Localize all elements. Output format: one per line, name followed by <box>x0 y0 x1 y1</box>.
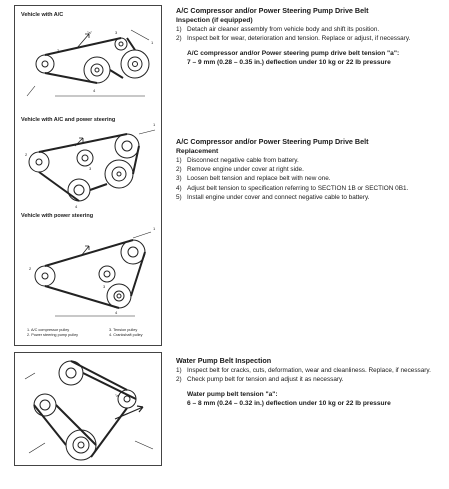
legend-col1 <box>27 328 78 338</box>
step-number: 4) <box>176 184 182 192</box>
step-text: Adjust belt tension to specification referring to SECTION 1B or SECTION 0B1. <box>187 184 409 192</box>
section1-subtitle: Inspection (if equipped) <box>176 16 253 24</box>
section-water-pump-belt <box>176 356 446 408</box>
section3-title: Water Pump Belt Inspection <box>176 356 272 365</box>
svg-text:2: 2 <box>29 266 32 271</box>
belt-diagram-panel <box>14 5 162 346</box>
list-item <box>176 25 446 34</box>
step-number: 3) <box>176 175 182 183</box>
legend-item-4: 4. Crankshaft pulley <box>109 333 143 337</box>
list-item <box>176 165 446 174</box>
section1-steps <box>176 25 446 43</box>
step-number: 1) <box>176 26 182 33</box>
label-vehicle-ac-ps: Vehicle with A/C and power steering <box>21 117 116 123</box>
diagram-ac <box>27 30 149 96</box>
legend-col2 <box>109 328 143 338</box>
section2-steps <box>176 156 446 202</box>
section1-title: A/C Compressor and/or Power Steering Pump Drive Belt <box>176 6 369 15</box>
legend-item-3: 3. Tension pulley <box>109 328 138 332</box>
step-number: 2) <box>176 166 182 174</box>
diagram-ps <box>35 232 151 316</box>
step-number: 2) <box>176 35 182 43</box>
list-item <box>176 156 446 165</box>
step-text: Install engine under cover and connect negative cable to battery. <box>187 193 370 201</box>
svg-text:1: 1 <box>153 226 156 231</box>
section3-spec-value: 6 – 8 mm (0.24 – 0.32 in.) deflection under 10 kg or 22 lb pressure <box>187 400 391 407</box>
section2-title: A/C Compressor and/or Power Steering Pump Drive Belt <box>176 137 369 146</box>
water-pump-belt-diagram <box>14 352 162 466</box>
list-item <box>176 366 446 375</box>
svg-text:1: 1 <box>153 122 156 127</box>
step-number: 5) <box>176 193 182 201</box>
step-number: 1) <box>176 366 182 374</box>
svg-text:2: 2 <box>25 152 28 157</box>
legend-item-2: 2. Power steering pump pulley <box>27 333 79 337</box>
svg-text:3: 3 <box>103 284 106 289</box>
svg-text:2: 2 <box>57 48 60 53</box>
list-item <box>176 375 446 384</box>
svg-text:3: 3 <box>115 30 118 35</box>
svg-text:3: 3 <box>89 166 92 171</box>
list-item <box>176 193 446 202</box>
svg-text:1: 1 <box>151 40 154 45</box>
callout-a-bottom: "a" <box>115 393 121 398</box>
list-item <box>176 174 446 183</box>
list-item <box>176 184 446 193</box>
section1-spec-title: A/C compressor and/or Power steering pump drive belt tension "a": <box>187 50 400 58</box>
step-text: Loosen belt tension and replace belt with new one. <box>187 175 331 183</box>
label-vehicle-ps: Vehicle with power steering <box>21 213 94 219</box>
step-text: Detach air cleaner assembly from vehicle body and shift its position. <box>187 26 380 33</box>
step-text: Inspect belt for wear, deterioration and tension. Replace or adjust, if necessary. <box>187 35 411 43</box>
section3-steps <box>176 366 446 384</box>
svg-text:4: 4 <box>115 310 118 315</box>
diagram-ac-ps <box>29 130 155 201</box>
legend-item-1: 1. A/C compressor pulley <box>27 328 70 332</box>
step-text: Disconnect negative cable from battery. <box>187 157 299 164</box>
step-text: Remove engine under cover at right side. <box>187 166 304 174</box>
section2-subtitle: Replacement <box>176 147 219 155</box>
label-vehicle-ac: Vehicle with A/C <box>21 12 64 18</box>
step-text: Inspect belt for cracks, cuts, deformation, wear and cleanliness. Replace, if necessary. <box>187 366 431 374</box>
step-text: Check pump belt for tension and adjust it as necessary. <box>187 375 344 383</box>
svg-text:4: 4 <box>75 204 78 209</box>
svg-text:4: 4 <box>93 88 96 93</box>
belt-routing-illustrations <box>15 6 163 347</box>
section1-spec-value: 7 – 9 mm (0.28 – 0.35 in.) deflection under 10 kg or 22 lb pressure <box>187 59 391 67</box>
step-number: 2) <box>176 375 182 383</box>
section-belt-inspection <box>176 6 446 67</box>
section3-spec-title: Water pump belt tension "a": <box>187 391 278 398</box>
step-number: 1) <box>176 157 182 164</box>
water-pump-belt-illustration <box>15 353 163 467</box>
callout-a-top: "a" <box>87 30 93 35</box>
section-belt-replacement <box>176 137 446 202</box>
list-item <box>176 34 446 43</box>
